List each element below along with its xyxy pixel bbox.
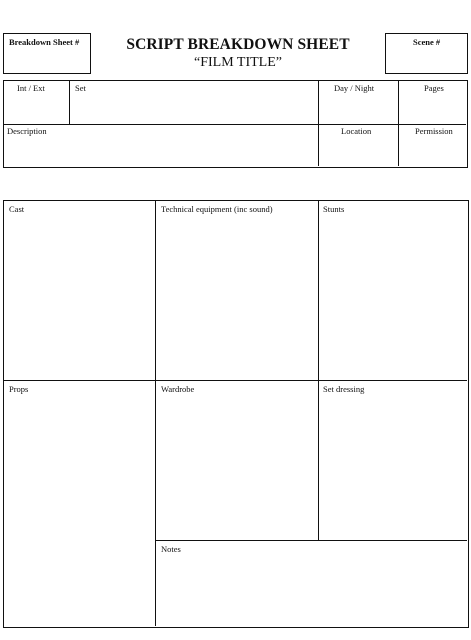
pages-label: Pages	[424, 83, 444, 93]
film-title: “FILM TITLE”	[194, 55, 282, 70]
wardrobe-section[interactable]	[156, 381, 318, 540]
location-label: Location	[341, 126, 372, 136]
set-dressing-section[interactable]	[319, 381, 467, 540]
scene-number-box[interactable]	[385, 33, 468, 74]
cast-section[interactable]	[4, 201, 155, 380]
day-night-field[interactable]	[319, 81, 398, 124]
set-dressing-label: Set dressing	[323, 384, 365, 394]
location-field[interactable]	[319, 125, 398, 166]
int-ext-field[interactable]	[4, 81, 69, 124]
description-field[interactable]	[4, 125, 318, 166]
int-ext-label: Int / Ext	[17, 83, 45, 93]
breakdown-grid	[3, 200, 469, 628]
breakdown-sheet-number-box[interactable]	[3, 33, 91, 74]
technical-equipment-section[interactable]	[156, 201, 318, 380]
permission-field[interactable]	[399, 125, 466, 166]
cast-label: Cast	[9, 204, 25, 214]
scene-number-label: Scene #	[413, 37, 441, 47]
technical-equipment-label: Technical equipment (inc sound)	[161, 204, 273, 214]
scene-info-table	[3, 80, 468, 168]
stunts-label: Stunts	[323, 204, 345, 214]
props-section[interactable]	[4, 381, 155, 626]
props-label: Props	[9, 384, 29, 394]
wardrobe-label: Wardrobe	[161, 384, 195, 394]
description-label: Description	[7, 126, 47, 136]
day-night-label: Day / Night	[334, 83, 375, 93]
set-label: Set	[75, 83, 86, 93]
notes-section[interactable]	[156, 541, 467, 626]
pages-field[interactable]	[399, 81, 466, 124]
permission-label: Permission	[415, 126, 453, 136]
notes-label: Notes	[161, 544, 181, 554]
set-field[interactable]	[70, 81, 318, 124]
page-title: SCRIPT BREAKDOWN SHEET	[126, 36, 350, 53]
stunts-section[interactable]	[319, 201, 467, 380]
breakdown-sheet-number-label: Breakdown Sheet #	[9, 37, 80, 47]
